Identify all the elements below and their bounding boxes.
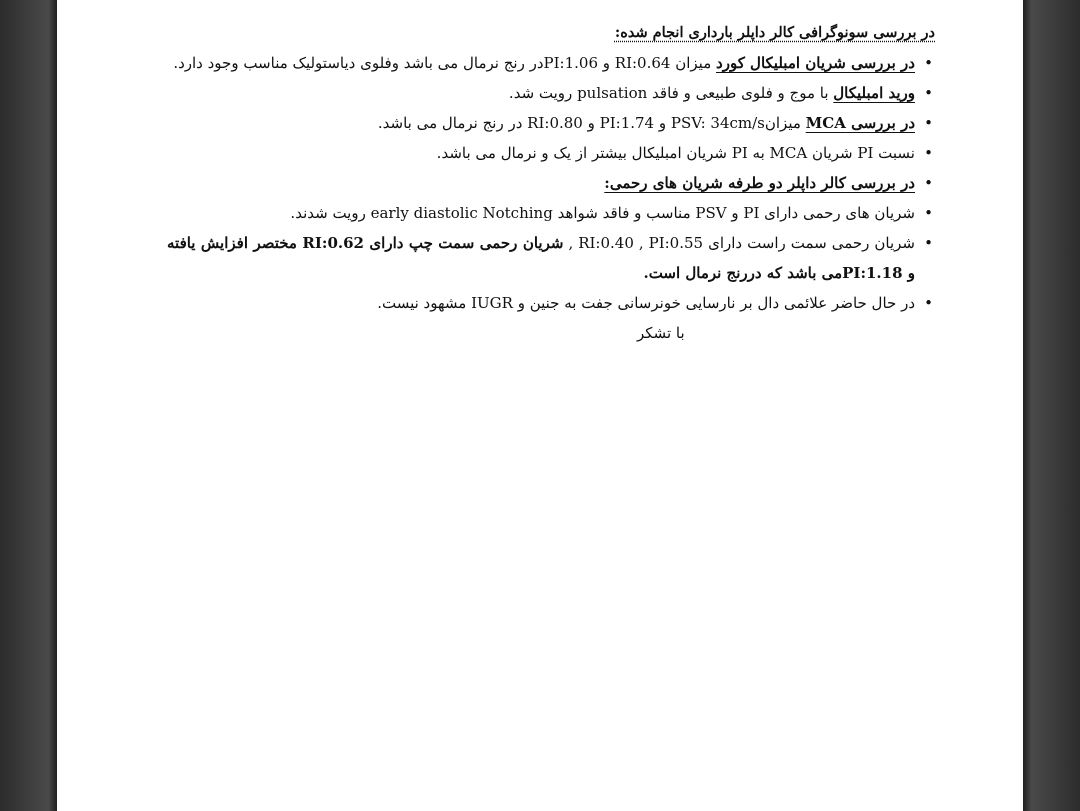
closing-text: با تشکر [637, 324, 685, 342]
viewer-right-margin [1023, 0, 1080, 811]
finding-label: در بررسی MCA [805, 114, 915, 132]
finding-umbilical-vein: • ورید امبلیکال با موج و فلوی طبیعی و فاقد pulsation رویت شد. [167, 78, 935, 108]
left-uterine-ri: RI:0.62 [302, 234, 364, 252]
iugr-term: IUGR [471, 294, 513, 312]
finding-umbilical-artery: • در بررسی شریان امبلیکال کورد میزان RI:0.64 و PI:1.06در رنج نرمال می باشد وفلوی دیاستولیک مناسب وجود دارد. [167, 48, 935, 78]
report-content [167, 18, 935, 348]
viewer-left-margin [0, 0, 57, 811]
ri-value: RI:0.64 [614, 54, 671, 72]
ri-value: RI:0.80 [527, 114, 583, 132]
left-uterine-pi: PI:1.18 [842, 264, 903, 282]
finding-label: ورید امبلیکال [833, 84, 915, 102]
finding-uterine-left-right: • شریان رحمی سمت راست دارای RI:0.40 , PI:0.55 , شریان رحمی سمت چپ دارای RI:0.62 مختصر افزایش یافته و PI:1.18می باشد که دررنج نرمال است. [167, 228, 935, 288]
finding-text: نسبت PI شریان MCA به PI شریان امبلیکال بیشتر از یک و نرمال می باشد. [436, 144, 915, 162]
finding-label: در بررسی کالر داپلر دو طرفه شریان های رحمی: [604, 174, 915, 192]
closing-line [167, 318, 935, 348]
psv-value: PSV: 34cm/s [670, 114, 765, 132]
pi-value: PI:1.74 [599, 114, 655, 132]
right-uterine-values: RI:0.40 , PI:0.55 [578, 234, 704, 252]
notching-term: early diastolic Notching [370, 204, 553, 222]
finding-uterine-arteries: • شریان های رحمی دارای PI و PSV مناسب و فاقد شواهد early diastolic Notching رویت شدند. [167, 198, 935, 228]
finding-uterine-heading [167, 168, 935, 198]
findings-list [167, 48, 935, 318]
finding-pi-ratio [167, 138, 935, 168]
finding-label: در بررسی شریان امبلیکال کورد [716, 54, 915, 72]
document-page [57, 0, 1023, 811]
finding-iugr: • در حال حاضر علائمی دال بر نارسایی خونرسانی جفت به جنین و IUGR مشهود نیست. [167, 288, 935, 318]
finding-mca: • در بررسی MCA میزانPSV: 34cm/s و PI:1.74 و RI:0.80 در رنج نرمال می باشد. [167, 108, 935, 138]
pi-value: PI:1.06 [543, 54, 598, 72]
report-heading: در بررسی سونوگرافی کالر داپلر بارداری انجام شده: [614, 24, 935, 41]
pulsation-term: pulsation [577, 84, 648, 102]
